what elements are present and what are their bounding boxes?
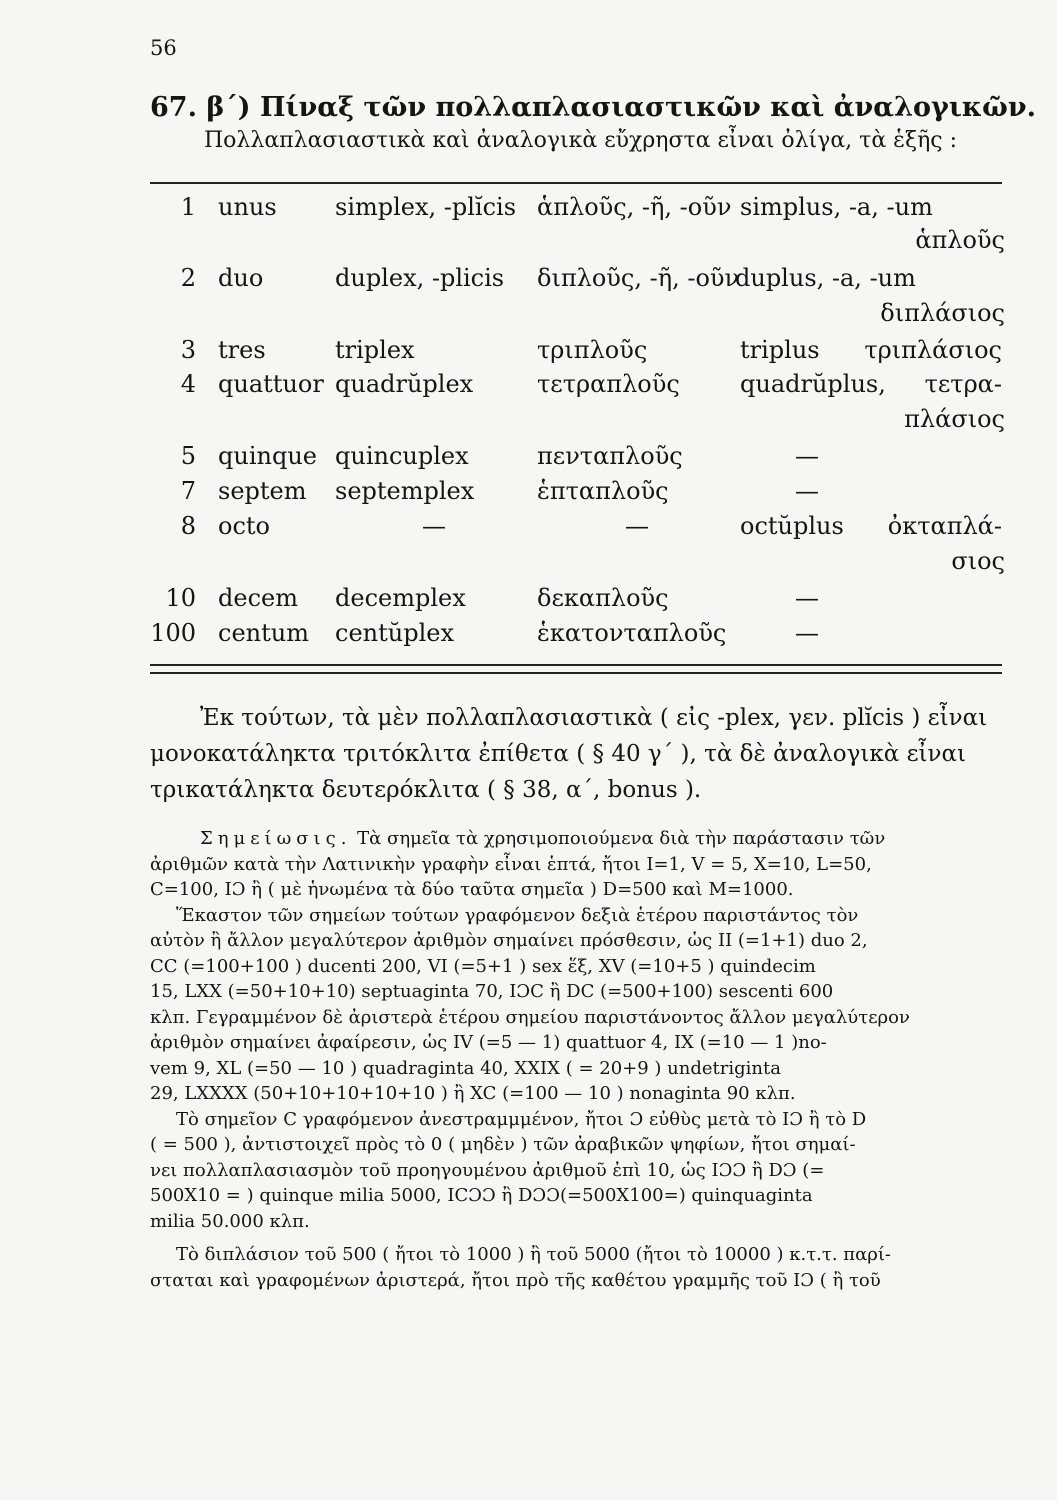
cell-greek: — xyxy=(625,512,649,540)
note-line: ἀριθμὸν σημαίνει ἀφαίρεσιν, ὡς IV (=5 — 1) quattuor 4, IX (=10 — 1 )no- xyxy=(150,1032,827,1053)
cell-greek: διπλοῦς, -ῆ, -οῦν xyxy=(537,264,740,292)
cell-analogical-greek: ὀκταπλά- xyxy=(887,512,1002,540)
note-line: milia 50.000 κλπ. xyxy=(150,1210,310,1232)
cell-analogical: quadrŭplus, xyxy=(740,370,886,398)
note-line: σταται καὶ γραφομένων ἀριστερά, ἤτοι πρὸ τῆς καθέτου γραμμῆς τοῦ IƆ ( ἢ τοῦ xyxy=(150,1269,881,1291)
table-row xyxy=(150,336,1005,370)
table-row xyxy=(150,264,1005,298)
explanation-paragraph xyxy=(150,700,1005,808)
cell-greek: ἑπταπλοῦς xyxy=(537,477,669,505)
cell-analogical-greek: τριπλάσιος xyxy=(864,336,1002,364)
cell-continuation: διπλάσιος xyxy=(880,299,1005,327)
cell-latin: quinque xyxy=(218,442,317,470)
cell-multiplicative: duplex, -plicis xyxy=(335,264,505,292)
table-bottom-rule-2 xyxy=(150,672,1002,674)
table-row xyxy=(150,619,1005,653)
cell-multiplicative: decemplex xyxy=(335,584,466,612)
cell-greek: τετραπλοῦς xyxy=(537,370,680,398)
cell-multiplicative: simplex, -plĭcis xyxy=(335,193,517,221)
cell-multiplicative: triplex xyxy=(335,336,415,364)
note-line: Ἕκαστον τῶν σημείων τούτων γραφόμενον δεξιὰ ἑτέρου παριστάντος τὸν xyxy=(176,904,859,926)
note-line: ἀριθμῶν κατὰ τὴν Λατινικὴν γραφὴν εἶναι ἑπτά, ἤτοι I=1, V = 5, X=10, L=50, xyxy=(150,853,872,875)
cell-latin: septem xyxy=(218,477,307,505)
note-line: Τὸ σημεῖον C γραφόμενον ἀνεστραμμμένον, ἤτοι Ɔ εὐθὺς μετὰ τὸ IƆ ἢ τὸ D xyxy=(176,1108,867,1130)
cell-number: 7 xyxy=(180,477,196,505)
paragraph-line: τρικατάληκτα δευτερόκλιτα ( § 38, α΄, bonus ). xyxy=(150,777,702,803)
cell-greek: τριπλοῦς xyxy=(537,336,648,364)
cell-analogical: — xyxy=(795,584,819,612)
table-row xyxy=(150,442,1005,476)
page-number: 56 xyxy=(150,36,177,60)
cell-latin: decem xyxy=(218,584,298,612)
cell-number: 2 xyxy=(180,264,196,292)
cell-number: 3 xyxy=(180,336,196,364)
cell-analogical-greek: τετρα- xyxy=(924,370,1002,398)
note-block xyxy=(150,826,1008,1293)
table-row xyxy=(150,370,1005,404)
cell-number: 10 xyxy=(165,584,196,612)
cell-latin: unus xyxy=(218,193,277,221)
cell-number: 100 xyxy=(150,619,196,647)
note-line: ( = 500 ), ἀντιστοιχεῖ πρὸς τὸ 0 ( μηδὲν ) τῶν ἀραβικῶν ψηφίων, ἤτοι σημαί- xyxy=(150,1134,856,1155)
cell-greek: ἁπλοῦς, -ῆ, -οῦν xyxy=(537,193,732,221)
cell-multiplicative: — xyxy=(422,512,446,540)
cell-analogical: simplus, -a, -um xyxy=(740,193,933,221)
cell-continuation: σιος xyxy=(951,547,1005,575)
cell-latin: centum xyxy=(218,619,309,647)
cell-analogical: — xyxy=(795,619,819,647)
cell-number: 5 xyxy=(180,442,196,470)
table-row xyxy=(150,512,1005,546)
intro-line: Πολλαπλασιαστικὰ καὶ ἀναλογικὰ εὔχρηστα εἶναι ὀλίγα, τὰ ἑξῆς : xyxy=(204,128,958,153)
cell-number: 4 xyxy=(180,370,196,398)
table-row xyxy=(150,584,1005,618)
cell-analogical: octŭplus xyxy=(740,512,844,540)
cell-analogical: duplus, -a, -um xyxy=(735,264,916,292)
note-line: 15, LXX (=50+10+10) septuaginta 70, IƆC ἢ DC (=500+100) sescenti 600 xyxy=(150,981,834,1002)
cell-number: 8 xyxy=(180,512,196,540)
note-line: νει πολλαπλασιασμὸν τοῦ προηγουμένου ἀριθμοῦ ἐπὶ 10, ὡς IƆƆ ἢ DƆ (= xyxy=(150,1159,825,1181)
cell-latin: tres xyxy=(218,336,266,364)
cell-multiplicative: centŭplex xyxy=(335,619,454,647)
cell-greek: ἑκατονταπλοῦς xyxy=(537,619,727,647)
cell-greek: δεκαπλοῦς xyxy=(537,584,669,612)
cell-latin: quattuor xyxy=(218,370,324,398)
cell-multiplicative: septemplex xyxy=(335,477,475,505)
cell-multiplicative: quadrŭplex xyxy=(335,370,474,398)
cell-number: 1 xyxy=(180,193,196,221)
cell-latin: octo xyxy=(218,512,270,540)
paragraph-line: μονοκατάληκτα τριτόκλιτα ἐπίθετα ( § 40 γ΄ ), τὰ δὲ ἀναλογικὰ εἶναι xyxy=(150,741,967,767)
cell-analogical: — xyxy=(795,442,819,470)
note-line: 500X10 = ) quinque milia 5000, ICƆƆ ἢ DƆƆ(=500X100=) quinquaginta xyxy=(150,1185,813,1206)
cell-latin: duo xyxy=(218,264,264,292)
note-line: 29, LXXXX (50+10+10+10+10 ) ἢ XC (=100 — 10 ) nonaginta 90 κλπ. xyxy=(150,1083,796,1104)
note-label: Σημείωσις. xyxy=(200,828,352,849)
note-line: αὐτὸν ἢ ἄλλον μεγαλύτερον ἀριθμὸν σημαίνει πρόσθεσιν, ὡς II (=1+1) duo 2, xyxy=(150,930,868,951)
cell-greek: πενταπλοῦς xyxy=(537,442,683,470)
note-line: Τὰ σημεῖα τὰ χρησιμοποιούμενα διὰ τὴν παράστασιν τῶν xyxy=(351,828,886,849)
note-line: vem 9, XL (=50 — 10 ) quadraginta 40, XXIX ( = 20+9 ) undetriginta xyxy=(150,1057,781,1079)
table-row xyxy=(150,477,1005,511)
note-line: CC (=100+100 ) ducenti 200, VI (=5+1 ) sex ἕξ, XV (=10+5 ) quindecim xyxy=(150,955,816,977)
table-top-rule xyxy=(150,182,1002,184)
note-first-line xyxy=(150,826,1008,852)
cell-multiplicative: quincuplex xyxy=(335,442,469,470)
note-line: Τὸ διπλάσιον τοῦ 500 ( ἤτοι τὸ 1000 ) ἢ τοῦ 5000 (ἤτοι τὸ 10000 ) κ.τ.τ. παρί- xyxy=(176,1244,892,1265)
cell-analogical: — xyxy=(795,477,819,505)
table-row xyxy=(150,193,1005,227)
cell-continuation: πλάσιος xyxy=(904,405,1005,433)
note-line: C=100, IƆ ἢ ( μὲ ἡνωμένα τὰ δύο ταῦτα σημεῖα ) D=500 καὶ M=1000. xyxy=(150,879,794,900)
cell-continuation: ἁπλοῦς xyxy=(915,226,1005,254)
section-heading: 67. β΄) Πίναξ τῶν πολλαπλασιαστικῶν καὶ ἀναλογικῶν. xyxy=(150,92,1036,123)
table-bottom-rule xyxy=(150,664,1002,666)
note-line: κλπ. Γεγραμμένον δὲ ἀριστερὰ ἑτέρου σημείου παριστάνοντος ἄλλον μεγαλύτερον xyxy=(150,1006,910,1028)
cell-analogical: triplus xyxy=(740,336,820,364)
paragraph-line: Ἐκ τούτων, τὰ μὲν πολλαπλασιαστικὰ ( εἰς -plex, γεν. plĭcis ) εἶναι xyxy=(200,705,988,731)
